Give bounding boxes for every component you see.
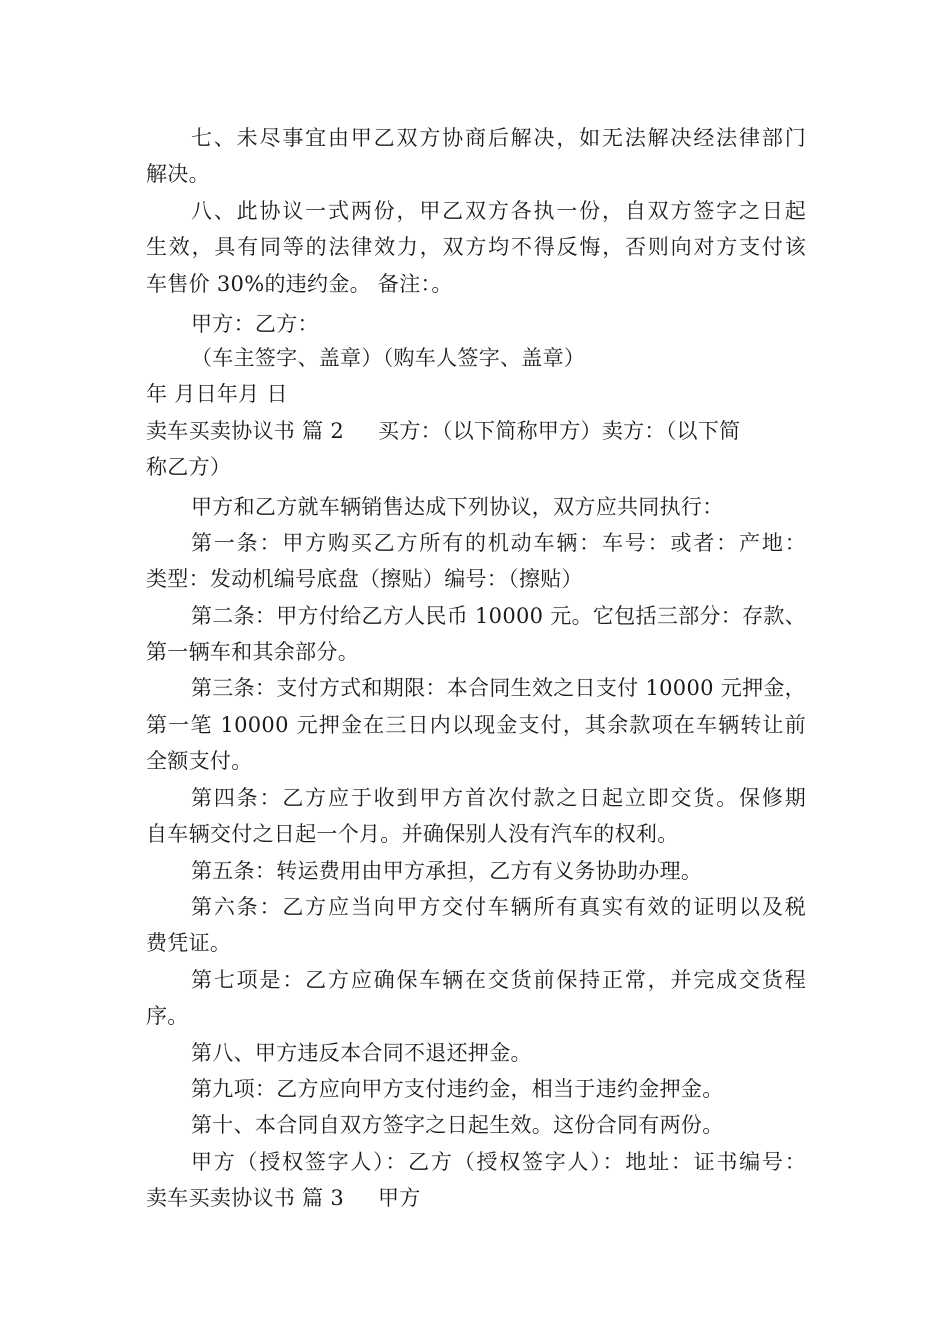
text: 第六条：乙方应当向甲方交付车辆所有真实有效的证明以及税 xyxy=(191,895,806,919)
paragraph-line: 第八、甲方违反本合同不退还押金。 xyxy=(191,1041,532,1065)
section-heading-line xyxy=(146,413,740,449)
signature-note: （车主签字、盖章）（购车人签字、盖章） xyxy=(191,346,586,370)
paragraph-line: 第十、本合同自双方签字之日起生效。这份合同有两份。 xyxy=(191,1113,724,1137)
paragraph-line xyxy=(146,707,806,743)
paragraph-line xyxy=(146,229,806,265)
paragraph-line: 第一辆车和其余部分。 xyxy=(146,640,359,664)
heading-continuation: 买方：（以下简称甲方）卖方：（以下简 xyxy=(378,419,741,443)
paragraph-line: 自车辆交付之日起一个月。并确保别人没有汽车的权利。 xyxy=(146,822,679,846)
signature-line: 甲方：乙方： xyxy=(191,312,319,336)
heading-continuation: 甲方 xyxy=(378,1186,421,1210)
paragraph-line xyxy=(191,889,806,925)
text: 第七项是：乙方应确保车辆在交货前保持正常，并完成交货程 xyxy=(191,968,806,992)
paragraph-line: 全额支付。 xyxy=(146,749,253,773)
text: 第一笔 10000 元押金在三日内以现金支付，其余款项在车辆转让前 xyxy=(146,713,806,737)
paragraph-line: 类型：发动机编号底盘（擦贴）编号：（擦贴） xyxy=(146,567,583,591)
text: 第三条：支付方式和期限：本合同生效之日支付 10000 元押金， xyxy=(191,676,806,700)
section-heading: 卖车买卖协议书 篇 2 xyxy=(146,419,345,443)
paragraph-line xyxy=(191,962,806,998)
paragraph-line: 第五条：转运费用由甲方承担，乙方有义务协助办理。 xyxy=(191,859,703,883)
paragraph-line: 称乙方） xyxy=(146,455,232,479)
paragraph-line: 车售价 30%的违约金。 备注：。 xyxy=(146,272,453,296)
paragraph-line xyxy=(191,598,806,634)
paragraph-line xyxy=(191,193,806,229)
section-heading-line xyxy=(146,1180,421,1216)
text: 第四条：乙方应于收到甲方首次付款之日起立即交货。保修期 xyxy=(191,786,806,810)
text: 生效，具有同等的法律效力，双方均不得反悔，否则向对方支付该 xyxy=(146,235,806,259)
section-heading: 卖车买卖协议书 篇 3 xyxy=(146,1186,345,1210)
text: 七、未尽事宜由甲乙双方协商后解决，如无法解决经法律部门 xyxy=(191,126,806,150)
text: 第一条：甲方购买乙方所有的机动车辆：车号：或者：产地： xyxy=(191,531,806,555)
text: 八、此协议一式两份，甲乙双方各执一份，自双方签字之日起 xyxy=(191,199,806,223)
paragraph-line: 费凭证。 xyxy=(146,931,232,955)
paragraph-line xyxy=(191,525,806,561)
paragraph-line xyxy=(191,1144,806,1180)
paragraph-line: 甲方和乙方就车辆销售达成下列协议，双方应共同执行： xyxy=(191,495,724,519)
paragraph-line: 第九项：乙方应向甲方支付违约金，相当于违约金押金。 xyxy=(191,1077,724,1101)
text: 第二条：甲方付给乙方人民币 10000 元。它包括三部分：存款、 xyxy=(191,604,806,628)
paragraph-line xyxy=(191,780,806,816)
paragraph-line xyxy=(191,670,806,706)
paragraph-line xyxy=(191,120,806,156)
paragraph-line: 解决。 xyxy=(146,162,210,186)
paragraph-line: 序。 xyxy=(146,1004,189,1028)
date-line: 年 月日年月 日 xyxy=(146,382,288,406)
text: 甲方（授权签字人）：乙方（授权签字人）：地址：证书编号： xyxy=(191,1150,806,1174)
